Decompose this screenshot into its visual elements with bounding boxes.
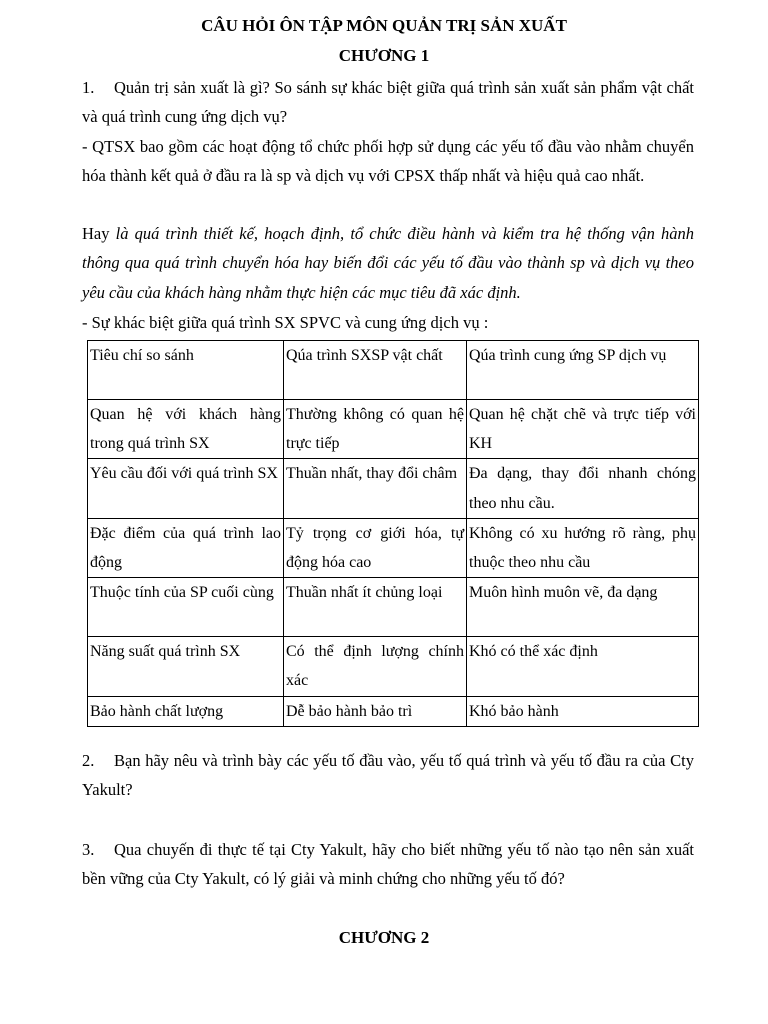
difference-intro: - Sự khác biệt giữa quá trình SX SPVC và cung ứng dịch vụ :	[82, 313, 489, 332]
table-cell: Khó có thể xác định	[467, 637, 699, 696]
table-cell: Thuần nhất, thay đổi châm	[284, 459, 467, 518]
table-cell: Thường không có quan hệ trực tiếp	[284, 400, 467, 459]
chapter-1-heading: CHƯƠNG 1	[338, 46, 430, 65]
table-cell: Quan hệ chặt chẽ và trực tiếp với KH	[467, 400, 699, 459]
table-cell: Quan hệ với khách hàng trong quá trình SX	[88, 400, 284, 459]
table-row	[88, 400, 699, 459]
alternative-definition-paragraph	[82, 219, 694, 307]
table-cell: Có thể định lượng chính xác	[284, 637, 467, 696]
table-cell: Yêu cầu đối với quá trình SX	[88, 459, 284, 518]
table-cell: Dễ bảo hành bảo trì	[284, 696, 467, 726]
table-row	[88, 578, 699, 637]
table-row	[88, 696, 699, 726]
table-cell: Muôn hình muôn vẽ, đa dạng	[467, 578, 699, 637]
alternative-definition-prefix: Hay	[82, 224, 116, 243]
table-cell: Thuộc tính của SP cuối cùng	[88, 578, 284, 637]
chapter-2-heading: CHƯƠNG 2	[338, 928, 430, 947]
question-3-number: 3.	[82, 840, 95, 859]
table-cell: Bảo hành chất lượng	[88, 696, 284, 726]
table-row	[88, 637, 699, 696]
table-cell: Đa dạng, thay đổi nhanh chóng theo nhu cầu.	[467, 459, 699, 518]
table-cell: Thuần nhất ít chủng loại	[284, 578, 467, 637]
table-cell: Không có xu hướng rõ ràng, phụ thuộc theo nhu cầu	[467, 518, 699, 577]
alternative-definition-italic: là quá trình thiết kế, hoạch định, tổ chức điều hành và kiểm tra hệ thống vận hành thông qua quá trình chuyển hóa hay biến đổi các yếu tố đầu vào thành sp và dịch vụ theo yêu cầu của khách hàng nhằm thực hiện các mục tiêu đã xác định.	[82, 224, 694, 302]
question-1-text: Quản trị sản xuất là gì? So sánh sự khác biệt giữa quá trình sản xuất sản phẩm vật chất và quá trình cung ứng dịch vụ?	[82, 78, 694, 127]
table-cell: Khó bảo hành	[467, 696, 699, 726]
question-2	[82, 746, 694, 805]
table-row	[88, 518, 699, 577]
table-cell: Đặc điểm của quá trình lao động	[88, 518, 284, 577]
table-header-row	[88, 341, 699, 400]
question-1	[82, 73, 694, 132]
question-2-number: 2.	[82, 751, 95, 770]
question-2-text: Bạn hãy nêu và trình bày các yếu tố đầu vào, yếu tố quá trình và yếu tố đầu ra của Cty Yakult?	[82, 751, 694, 800]
comparison-table	[87, 340, 699, 727]
question-1-number: 1.	[82, 78, 95, 97]
table-header-cell: Qúa trình cung ứng SP dịch vụ	[467, 341, 699, 400]
table-header-cell: Tiêu chí so sánh	[88, 341, 284, 400]
table-header-cell: Qúa trình SXSP vật chất	[284, 341, 467, 400]
table-cell: Năng suất quá trình SX	[88, 637, 284, 696]
table-row	[88, 459, 699, 518]
table-cell: Tỷ trọng cơ giới hóa, tự động hóa cao	[284, 518, 467, 577]
question-3-text: Qua chuyến đi thực tế tại Cty Yakult, hãy cho biết những yếu tố nào tạo nên sản xuất bền vững của Cty Yakult, có lý giải và minh chứng cho những yếu tố đó?	[82, 840, 694, 889]
definition-paragraph: - QTSX bao gồm các hoạt động tổ chức phối hợp sử dụng các yếu tố đầu vào nhằm chuyển hóa thành kết quả ở đầu ra là sp và dịch vụ với CPSX thấp nhất và hiệu quả cao nhất.	[82, 137, 694, 186]
question-3	[82, 835, 694, 894]
document-title: CÂU HỎI ÔN TẬP MÔN QUẢN TRỊ SẢN XUẤT	[201, 16, 567, 35]
